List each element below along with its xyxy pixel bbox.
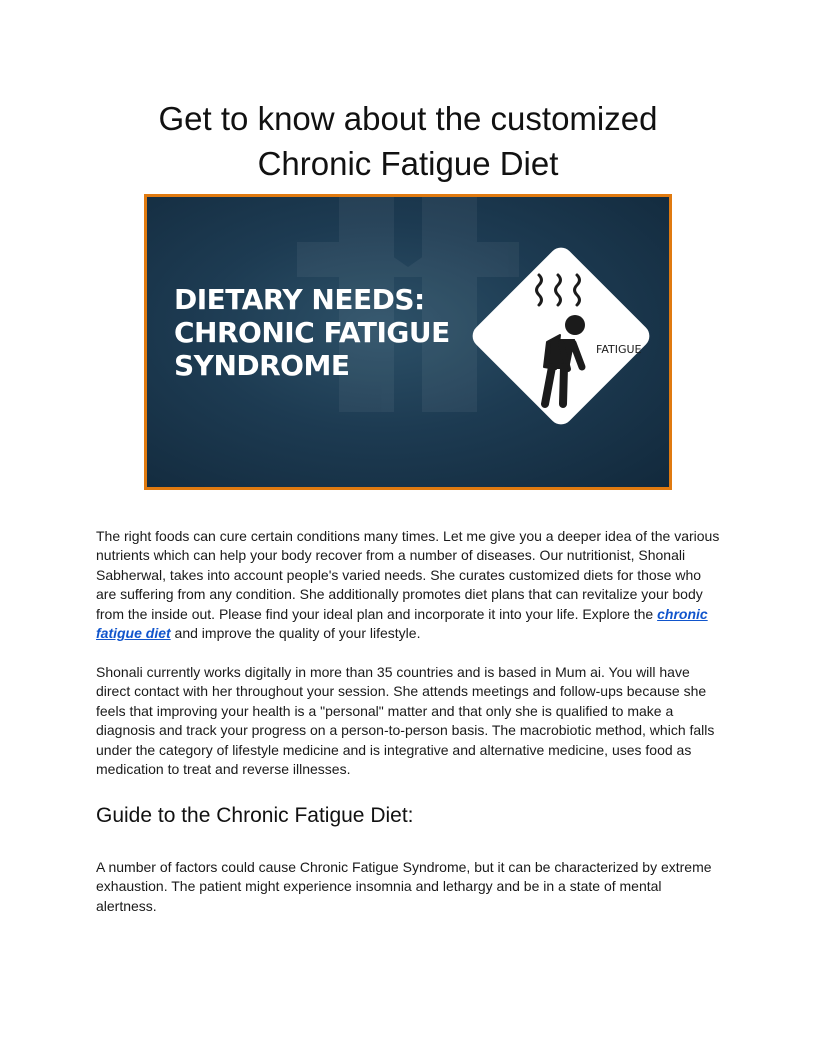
sign-label: FATIGUE — [596, 343, 642, 356]
hero-heading-line-2: CHRONIC FATIGUE — [174, 316, 450, 349]
hero-heading — [174, 283, 450, 382]
hero-heading-line-1: DIETARY NEEDS: — [174, 283, 425, 316]
intro-text-end: and improve the quality of your lifestyle. — [170, 625, 421, 642]
guide-paragraph: A number of factors could cause Chronic Fatigue Syndrome, but it can be characterized by extreme exhaustion. The patient might experience insomnia and lethargy and be in a state of mental alertness. — [96, 859, 712, 914]
intro-text: The right foods can cure certain conditions many times. Let me give you a deeper idea of the various nutrients which can help your body recover from a number of diseases. Our nutritionist, Shonali Sabherwal, takes into account people's varied needs. She curates customized diets for those who are suffering from any condition. She additionally promotes diet plans that can revitalize your body from the inside out. Please find your ideal plan and incorporate it into your life. Explore the — [96, 528, 720, 622]
page-title-line-1: Get to know about the customized — [158, 100, 658, 137]
section-heading: Guide to the Chronic Fatigue Diet: — [96, 804, 414, 827]
page-title-line-2: Chronic Fatigue Diet — [257, 145, 559, 182]
intro-paragraph — [96, 527, 720, 643]
about-paragraph: Shonali currently works digitally in more than 35 countries and is based in Mum ai. You will have direct contact with her throughout your session. She attends meetings and follow-ups because she feels that improving your health is a "personal" matter and that only she is qualified to make a diagnosis and track your progress on a person-to-person basis. The macrobiotic method, which falls under the category of lifestyle medicine and is integrative and alternative medicine, uses food as medication to treat and reverse illnesses. — [96, 664, 715, 778]
page-title — [96, 96, 720, 186]
chronic-fatigue-diet-link[interactable]: chronic fatigue diet — [96, 605, 708, 642]
hero-heading-line-3: SYNDROME — [174, 349, 350, 382]
hero-image — [144, 194, 672, 490]
